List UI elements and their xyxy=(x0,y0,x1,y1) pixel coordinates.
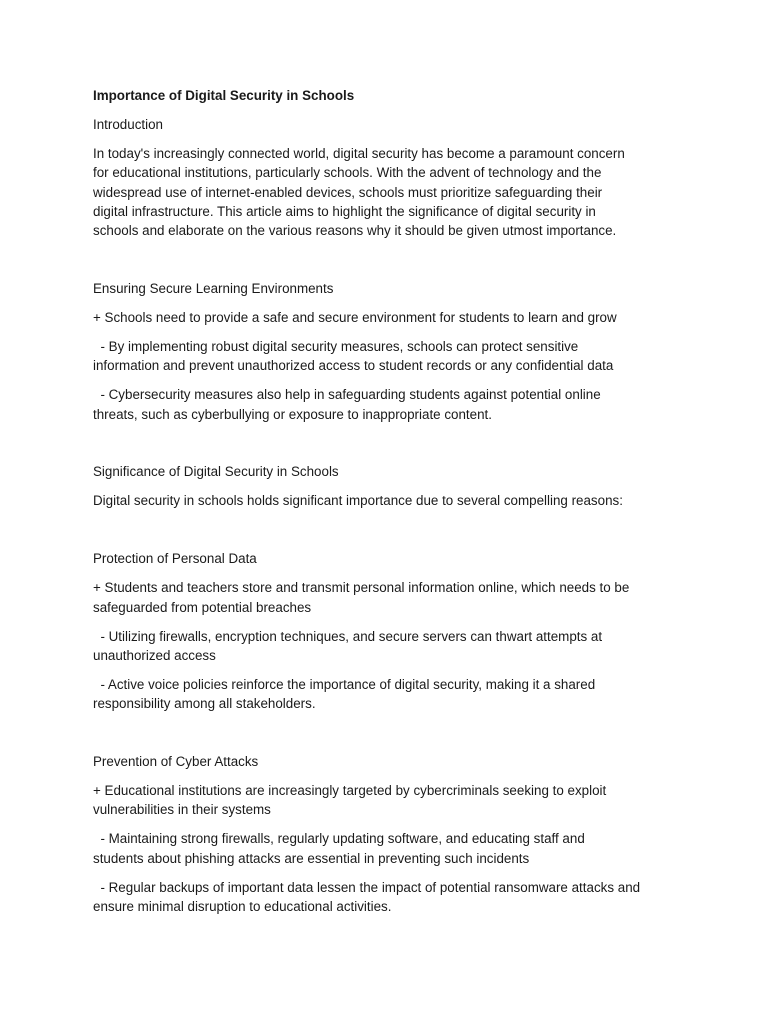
sub-point-line: responsibility among all stakeholders. xyxy=(93,696,316,712)
section-heading-personal-data: Protection of Personal Data xyxy=(93,551,257,567)
intro-line: digital infrastructure. This article aims to highlight the significance of digital security in xyxy=(93,203,596,219)
bullet-point-line: + Educational institutions are increasingly targeted by cybercriminals seeking to exploit xyxy=(93,783,607,799)
document-title: Importance of Digital Security in Schools xyxy=(93,88,355,103)
bullet-point-line: safeguarded from potential breaches xyxy=(93,599,312,615)
sub-point xyxy=(93,829,693,868)
sub-point-line: - Maintaining strong firewalls, regularly updating software, and educating staff and xyxy=(93,831,585,847)
bullet-point: + Schools need to provide a safe and secure environment for students to learn and grow xyxy=(93,310,617,326)
sub-point-line: - Regular backups of important data lessen the impact of potential ransomware attacks and xyxy=(93,879,641,895)
bullet-point xyxy=(93,578,693,617)
intro-line: In today's increasingly connected world, digital security has become a paramount concern xyxy=(93,145,625,161)
document-page xyxy=(93,86,693,916)
sub-point-line: threats, such as cyberbullying or exposure to inappropriate content. xyxy=(93,406,492,422)
sub-point xyxy=(93,675,693,714)
sub-point-line: ensure minimal disruption to educational activities. xyxy=(93,898,392,914)
intro-heading: Introduction xyxy=(93,116,163,132)
sub-point-line: - Cybersecurity measures also help in safeguarding students against potential online xyxy=(93,387,601,403)
sub-point-line: unauthorized access xyxy=(93,647,216,663)
section-text: Digital security in schools holds significant importance due to several compelling reasons: xyxy=(93,493,623,509)
sub-point-line: - Utilizing firewalls, encryption techniques, and secure servers can thwart attempts at xyxy=(93,628,603,644)
bullet-point xyxy=(93,781,693,820)
sub-point-line: - Active voice policies reinforce the importance of digital security, making it a shared xyxy=(93,676,596,692)
sub-point xyxy=(93,627,693,666)
bullet-point-line: vulnerabilities in their systems xyxy=(93,802,271,818)
intro-paragraph xyxy=(93,144,693,240)
sub-point-line: students about phishing attacks are essential in preventing such incidents xyxy=(93,850,530,866)
sub-point xyxy=(93,878,693,917)
intro-line: schools and elaborate on the various reasons why it should be given utmost importance. xyxy=(93,223,617,239)
section-heading-secure-learning: Ensuring Secure Learning Environments xyxy=(93,281,334,297)
bullet-point-line: + Students and teachers store and transmit personal information online, which needs to be xyxy=(93,580,630,596)
sub-point xyxy=(93,385,693,424)
sub-point-line: information and prevent unauthorized access to student records or any confidential data xyxy=(93,358,614,374)
sub-point-line: - By implementing robust digital security measures, schools can protect sensitive xyxy=(93,339,579,355)
section-heading-cyber-attacks: Prevention of Cyber Attacks xyxy=(93,754,259,770)
sub-point xyxy=(93,337,693,376)
section-heading-significance: Significance of Digital Security in Schools xyxy=(93,464,339,480)
intro-line: widespread use of internet-enabled devices, schools must prioritize safeguarding their xyxy=(93,184,603,200)
intro-line: for educational institutions, particularly schools. With the advent of technology and the xyxy=(93,165,602,181)
